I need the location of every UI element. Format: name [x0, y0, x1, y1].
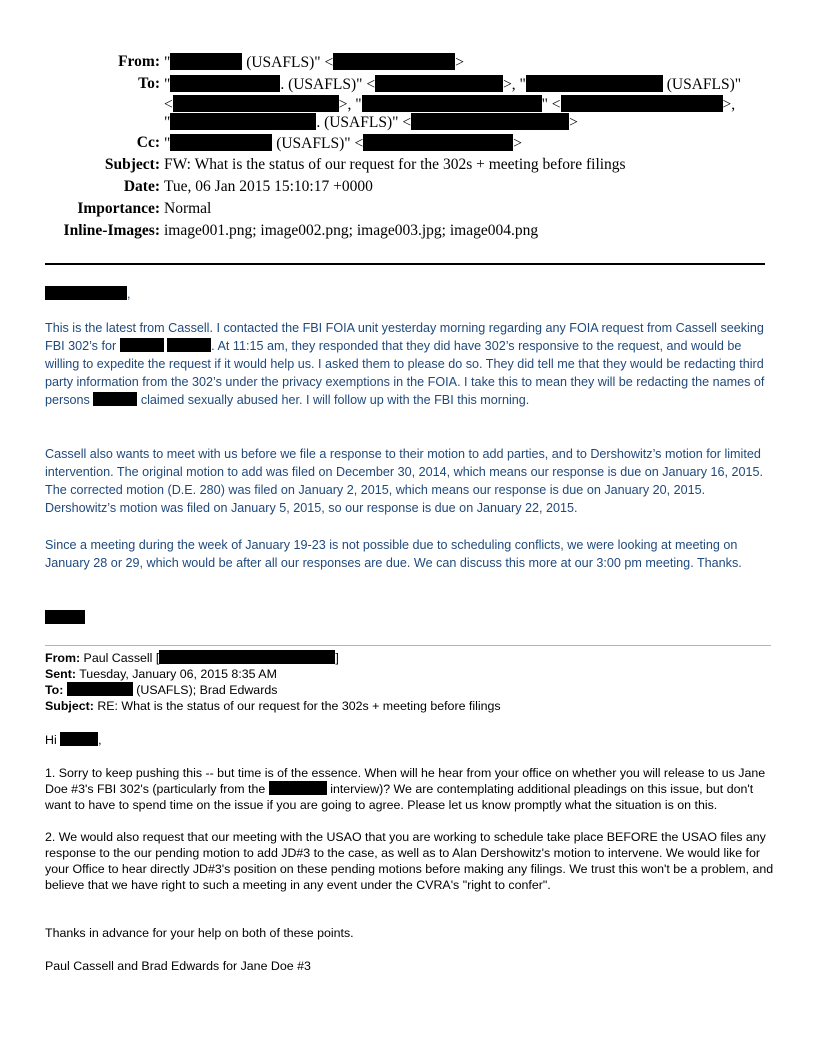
redaction-block: [60, 732, 98, 746]
forward-divider: [45, 645, 771, 646]
forwarded-header: [45, 650, 775, 714]
redaction-block: [67, 682, 133, 696]
fwd-sent-row: Sent: Tuesday, January 06, 2015 8:35 AM: [45, 667, 277, 681]
redaction-block: [170, 113, 316, 130]
redaction-block: [173, 95, 339, 112]
redaction-block: [170, 53, 242, 70]
redaction-block: [120, 338, 164, 352]
redaction-block: [167, 338, 211, 352]
greeting-line: ,: [45, 285, 767, 303]
redaction-block: [269, 781, 327, 795]
to-value-line3: " . (USAFLS)" < >: [164, 114, 578, 131]
inline-images-label: Inline-Images:: [63, 222, 160, 239]
cc-value: " (USAFLS)" < >: [164, 135, 522, 152]
fwd-from-row: From: Paul Cassell [ ]: [45, 651, 339, 665]
header-divider: [45, 263, 765, 265]
fwd-point-1: 1. Sorry to keep pushing this -- but time is of the essence. When will he hear from your office on whether you will release to us Jane Doe #3's FBI 302's (particularly from the interview)? We are contemplating additional pleadings on this issue, but don't want to have to spend time on the issue if you are going to agree. Please let us know promptly what the situation is on this.: [45, 766, 766, 812]
importance-label: Importance:: [77, 200, 160, 217]
subject-value: FW: What is the status of our request for the 302s + meeting before filings: [164, 156, 626, 173]
body-paragraph-3: Since a meeting during the week of January 19-23 is not possible due to scheduling conflicts, we were looking at meeting on January 28 or 29, which would be after all our responses are due. We can discuss this more at our 3:00 pm meeting. Thanks.: [45, 538, 742, 570]
fwd-subject-row: Subject: RE: What is the status of our request for the 302s + meeting before filings: [45, 699, 501, 713]
header-subject-row: [0, 156, 816, 176]
fwd-greeting: Hi ,: [45, 733, 102, 747]
body-paragraph-1: This is the latest from Cassell. I contacted the FBI FOIA unit yesterday morning regarding any FOIA request from Cassell seeking FBI 302’s for . At 11:15 am, they responded that they did have 302’s responsive to the request, and would be willing to expedite the request if it would help us. I asked them to please do so. They did tell me that they would be redacting third party information from the 302’s under the privacy exemptions in the FOIA. I take this to mean they will be redacting the names of persons claimed sexually abused her. I will follow up with the FBI this morning.: [45, 321, 765, 407]
redaction-block: [170, 134, 272, 151]
importance-value: Normal: [164, 200, 212, 217]
redaction-block: [159, 650, 335, 664]
header-date-row: [0, 178, 816, 198]
to-value-line1: " . (USAFLS)" < >, " (USAFLS)": [164, 76, 742, 93]
header-importance-row: [0, 200, 816, 220]
redaction-block: [411, 113, 569, 130]
redaction-block: [45, 286, 127, 300]
to-value-line2: < >, " " < >,: [164, 96, 736, 113]
redaction-block: [170, 75, 280, 92]
redaction-block: [375, 75, 503, 92]
header-inline-images-row: [0, 222, 816, 242]
header-to-row-2: [0, 95, 816, 115]
header-to-row: [0, 75, 816, 95]
redaction-block: [93, 392, 137, 406]
header-cc-row: [0, 134, 816, 154]
from-label: From:: [118, 53, 160, 70]
date-label: Date:: [123, 178, 160, 195]
subject-label: Subject:: [104, 156, 160, 173]
fwd-signoff: Paul Cassell and Brad Edwards for Jane Doe #3: [45, 959, 311, 973]
from-value: " (USAFLS)" < >: [164, 54, 464, 71]
body-paragraph-2: Cassell also wants to meet with us before we file a response to their motion to add parties, and to Dershowitz’s motion for limited intervention. The original motion to add was filed on December 30, 2014, which means our response is due on January 16, 2015. The corrected motion (D.E. 280) was filed on January 2, 2015, which means our response is due on January 20, 2015. Dershowitz’s motion was filed on January 5, 2015, so our response is due on January 22, 2015.: [45, 447, 764, 515]
fwd-to-row: To: (USAFLS); Brad Edwards: [45, 683, 278, 697]
redaction-block: [526, 75, 663, 92]
cc-label: Cc:: [136, 134, 160, 151]
redaction-block: [333, 53, 455, 70]
to-label: To:: [138, 75, 160, 92]
fwd-thanks: Thanks in advance for your help on both of these points.: [45, 926, 354, 940]
inline-images-value: image001.png; image002.png; image003.jpg; image004.png: [164, 222, 539, 239]
header-from-row: [0, 53, 816, 73]
redaction-block: [561, 95, 723, 112]
header-to-row-3: [0, 113, 816, 133]
redaction-block: [362, 95, 542, 112]
signature-redaction: [45, 610, 85, 624]
fwd-point-2: 2. We would also request that our meeting with the USAO that you are working to schedule take place BEFORE the USAO files any response to the our pending motion to add JD#3 to the case, as well as to Alan Dershowitz's motion to intervene. We would like for your Office to hear directly JD#3's position on these pending motions before making any filings. We trust this won't be a problem, and believe that we have right to such a meeting in any event under the CVRA's "right to confer".: [45, 830, 774, 892]
redaction-block: [363, 134, 513, 151]
date-value: Tue, 06 Jan 2015 15:10:17 +0000: [164, 178, 373, 195]
